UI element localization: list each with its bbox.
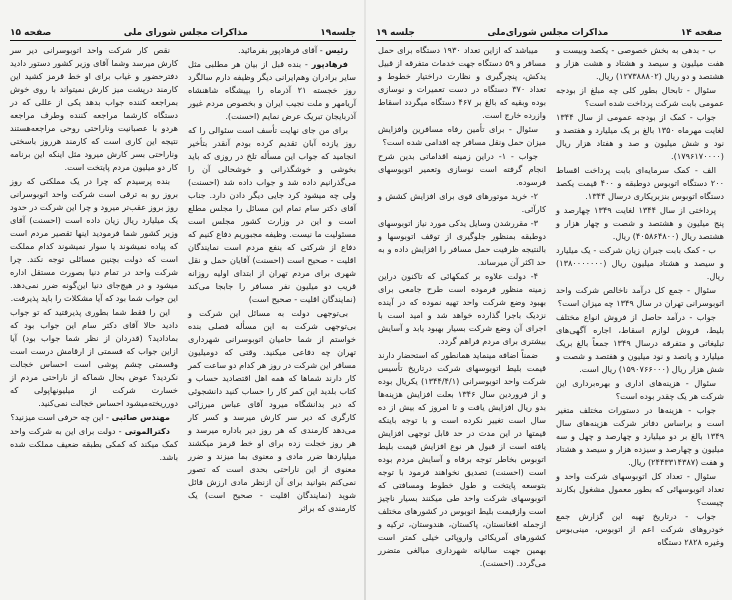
paragraph xyxy=(10,425,178,464)
speaker-name: دکترالموتی xyxy=(124,426,170,436)
page-number: صفحه ۱۵ xyxy=(10,28,52,38)
paragraph-text: سئوال - تابحال بطور کلی چه مبلغ از بودجه عمومی بابت شرکت پرداخت شده است؟ xyxy=(556,85,724,108)
paragraph xyxy=(378,150,546,189)
paragraph xyxy=(556,244,724,283)
paragraph xyxy=(10,306,178,410)
paragraph-text: ۳- مقررشدن وسایل یدکی مورد نیاز اتوبوسهای دوطبقه بمنظور جلوگیری از توقف اتوبوسها و بالنتیجه ظرفیت حمل مسافر را افزایش داده و به حد اکثر آن میرساند. xyxy=(378,218,546,267)
paragraph-text: جواب - درآمد حاصل از فروش انواع مختلف بلیط، فروش لوازم اسقاط، اجاره آگهی‌های تبلیغاتی و متفرقه درسال ۱۳۴۹ جمعاً بالغ بریک میلیارد و پانصد و نود میلیون و هفتصد و شصت و شش هزار ریال (۱۵۹۰۷۶۶۰۰۰) ریال است. xyxy=(556,312,724,374)
paragraph-text: - بنده قبل از بیان هر مطلبی مثل سایر برادران وهم‌ایرانی دیگر وظیفه دارم سالگرد روز خجسته ۲۱ آذرماه را بپیشگاه شاهنشاه آریامهر و ملت نجیب ایران و بخصوص مردم غیور آذربایجان تبریک عرض نمایم (احسنت). xyxy=(188,59,357,121)
paragraph-text: جواب - درتاریخ تهیه این گزارش جمع خودروهای شرکت اعم از اتوبوس، مینی‌بوس وغیره ۲۸۲۸ دستگاه xyxy=(556,511,724,547)
paragraph xyxy=(556,470,724,509)
text-column-left xyxy=(10,44,178,465)
paragraph xyxy=(10,411,178,424)
paragraph-text: - دولت برای این به شرکت واحد کمک میکند که کمکی بطبقه ضعیف مملکت شده باشد. xyxy=(10,426,178,462)
speaker-name: مهندس صائبی xyxy=(111,412,170,422)
paragraph-text: جواب - کمک از بودجه عمومی از سال ۱۳۴۴ لغایت مهرماه ۱۳۵۰ بالغ بر یک میلیارد و هفتصد و نود و شش میلیون و صد و هفتاد هزار ریال (۱۷۹۶۱۷۰۰۰۰). xyxy=(556,112,724,161)
page-header xyxy=(10,24,356,41)
paragraph xyxy=(378,44,546,122)
paragraph xyxy=(188,307,356,515)
paragraph xyxy=(556,311,724,376)
paragraph xyxy=(556,164,724,203)
paragraph xyxy=(378,123,546,149)
page-header xyxy=(376,24,722,41)
paragraph-text: برای من جای نهایت تأسف است سئوالی را که روز یازده آبان تقدیم کرده بودم آنقدر بتأخیر انجامید که جواب این مسأله تلخ در روزی که باید بخوشی و خوشگذرانی و خوشحالی آن را می‌گذرانیم داده شد و جواب داده شد (احسنت) ولی چه میشود کرد جایی دیگر دادن دارد. جناب آقای دکتر سام تمام این مسائل را مجلس مطلع است و این در وزارت کشور مجلس است مسئولیت ما نیست. وظیفه مجبوریم دفاع کنیم که دفاع از شرکتی که بنفع مردم است نمایندگان اقلیت - صحیح است (احسنت) آقایان حمل و نقل شهری برای مردم تهران از ابتدای اولیه روزانه قریب دو میلیون نفر مسافر را جابجا می‌کند (نمایندگان اقلیت - صحیح است) xyxy=(188,125,356,304)
paragraph-text: سئوال - جمع کل درآمد ناخالص شرکت واحد اتوبوسرانی تهران در سال ۱۳۴۹ چه میزان است؟ xyxy=(556,285,724,308)
paragraph xyxy=(10,44,178,174)
paragraph-text: سئوال - هزینه‌های اداری و بهره‌برداری این شرکت هر یک چقدر بوده است؟ xyxy=(556,378,724,401)
paragraph-text: ب - بدهی به بخش خصوصی - یکصد وبیست و هفت میلیون و سیصد و هشتاد و هشت هزار و هشتصد و دو ریال (۱۲۷۳۸۸۸۰۲) ریال. xyxy=(556,45,724,81)
paragraph-text: سئوال - برای تأمین رفاه مسافرین وافزایش میزان حمل ونقل مسافر چه اقدامی شده است؟ xyxy=(378,124,546,147)
paragraph-text: جواب - ۱- دراین زمینه اقداماتی بدین شرح انجام گرفته است نوسازی وتعمیر اتوبوسهای فرسوده. xyxy=(378,151,546,187)
text-column-right xyxy=(188,44,356,516)
paragraph xyxy=(10,175,178,305)
paragraph xyxy=(556,510,724,549)
paragraph xyxy=(188,124,356,306)
paragraph-text: این را فقط شما بطوری پذیرفتید که تو جواب دادید حالا آقای دکتر سام این جواب بود که بمادادید؟ (قدردان از نظر شما جواب بود) آیا ازاین جواب که قسمتی از ارقامش درست است وقسمتی چشم پوشی است احساس خجالت نکردید؟ عوض بحال شماکه از ناراحتی مردم از خسارت شرکت از میلیونهاپولی که دورریخته‌میشود احساس خجالت نمی‌کنید. xyxy=(10,307,178,408)
text-column-right xyxy=(556,44,724,550)
session-number: جلسه۱۹ xyxy=(320,28,356,38)
running-title: مذاکرات مجلس شورای‌ملی xyxy=(487,28,609,38)
paragraph xyxy=(378,217,546,269)
paragraph-text: الف - کمک سرمایه‌ای بابت پرداخت اقساط ۲۰۰ دستگاه اتوبوس دوطبقه و ۴۰۰ قیمت یکصد دستگاه اتوبوس بنزبریکاری درسال ۱۳۴۴. xyxy=(556,165,724,201)
paragraph-text: جواب - هزینه‌ها در دستورات مختلف متغیر است و براساس دفاتر شرکت هزینه‌های سال ۱۳۴۹ بالغ بر دو میلیارد و چهارصد و چهل و سه میلیون و چهارصد و سیزده هزار و سیصد و هشتاد و هفت (۲۴۴۳۳۱۴۳۸۷) ریال. xyxy=(556,405,724,467)
paragraph-text: - آقای فرهادپور بفرمائید. xyxy=(238,45,326,55)
right-page xyxy=(366,0,732,600)
session-number: جلسه ۱۹ xyxy=(376,28,415,38)
paragraph xyxy=(556,44,724,83)
paragraph-text: ضمناً اضافه مینماید همانطور که استحضار دارند قیمت بلیط اتوبوسهای شرکت درتاریخ تأسیس شرکت واحد اتوبوسرانی (۱۳۴۴/۴/۱) یکریال بوده و از فروردین سال ۱۳۴۶ بعلت افزایش هزینه‌ها بدو ریال افزایش یافت و تا امروز که بیش از ده سال است تغییر نکرده است و با توجه باینکه قیمتها در این مدت در حد قابل توجهی افزایش یافته است از قبول هر نوع افزایش قیمت بلیط اتوبوس بخاطر توجه برفاه و آسایش مردم بوده است (احسنت) تصدیق نخواهند فرمود با توجه بتوسعه پایتخت و طول خطوط ومسافتی که اتوبوسهای شرکت واحد طی میکنند بسیار ناچیز است وازقیمت بلیط اتوبوس در کشورهای مختلف ازجمله افغانستان، پاکستان، هندوستان، ترکیه و کشورهای آمریکائی واروپائی خیلی کمتر است بهمین جهت سالیانه شهرداری مبالغی متضرر می‌گردد. (احسنت). xyxy=(378,350,546,568)
paragraph xyxy=(556,377,724,403)
speaker-name: فرهادپور xyxy=(311,59,348,69)
paragraph-text: بی‌توجهی دولت به مسائل این شرکت و بی‌توجهی شرکت به این مسأله فصلی بنده خواستم از شما حامیان اتوبوسرانی شهرداری تهران چه دفاعی میکنید. وقتی که دومیلیون مسافر این شرکت در روز هر کدام دو ساعت کمر کار دارند شماها که همه اهل اقتصادید حساب و کتاب بلدید این کمر کار را حساب کنید دانشجوئی که دیر بدانشگاه میرود آقای عباس میرزائی کارگری که دیر سر کارش میرسد و کسر کار می‌دهد کارمندی که هر روز دیر باداره میرسد و هر روز خجلت زده برای او خط قرمز میکشند میلیاردها ضرر مادی و معنوی بما میزند و ضرر معنوی از این ناراحتی بحدی است که تصور نمی‌کنم بتوانید برای آن ازنظر مادی ارزش قائل شوید (نمایندگان اقلیت - صحیح است) یک کارمندی که براثر xyxy=(188,308,356,513)
paragraph xyxy=(378,190,546,216)
paragraph-text: ب - کمک بابت جبران زیان شرکت - یک میلیارد و سیصد و هشتاد میلیون ریال (۱۳۸۰۰۰۰۰۰۰) ریال. xyxy=(556,245,724,281)
paragraph-text: نقص کار شرکت واحد اتوبوسرانی دیر سر کارش میرسد وشما آقای وزیر کشور دستور دادید دفترحضور و غیاب برای او خط قرمز کشید این کارمند درپشت میز کارش نمیتواند با روی خوش بمراجعه کننده جواب بدهد یکی از عللی که در دستگاه کارشما مراجعه کننده وطرف مراجعه هردو با عصبانیت وناراحتی روحی مراجعه‌هستند نتیجه این کاری است که کارمند هرروز باسختی وناراحتی بسر کارش میرود مثل اینکه این برنامه کار دو میلیون مردم پایتخت است. xyxy=(10,45,178,172)
paragraph xyxy=(556,284,724,310)
paragraph xyxy=(556,111,724,163)
paragraph-text: - این چه حرفی است میزنید؟ xyxy=(10,412,112,422)
paragraph xyxy=(556,204,724,243)
paragraph xyxy=(378,349,546,570)
paragraph xyxy=(378,270,546,348)
paragraph-text: پرداختی از سال ۱۳۴۴ لغایت ۱۳۴۹ چهارصد و پنج میلیون و هشتصد و شصت و چهار هزار و هشتصد ریال (۴۰۵۸۶۴۸۰۰) ریال. xyxy=(556,205,724,241)
paragraph xyxy=(188,58,356,123)
paragraph-text: بنده پرسیدم که چرا در یک مملکتی که روز بروز رو به ترقی است شرکت واحد اتوبوسرانی روز بروز عقب‌تر میرود و چرا این شرکت در حدود یک میلیارد ریال زیان داده است (احسنت) آقای وزیر کشور شما فرمودید اینها تقصیر مردم است که پیاده نمیشوند یا سوار نمیشوند کدام مملکت است که دولت بچنین مسائلی توجه نکند. چرا شرکت واحد در تمام دنیا بصورت مستقل اداره میشود و در هیچ‌جای دنیا این‌گونه ضرر نمی‌دهد. این جواب شما بود که آیا مشکلات را باید پذیرفت. xyxy=(10,176,178,303)
page-number: صفحه ۱۴ xyxy=(680,28,722,38)
paragraph xyxy=(556,404,724,469)
paragraph-text: میباشد که ازاین تعداد ۱۹۳۰ دستگاه برای حمل مسافر و ۵۹ دستگاه جهت خدمات متفرقه از قبیل یدکش، پنچرگیری و نظارت دراختیار خطوط و تعداد ۳۷۰ دستگاه در دست تعمیرات و نوسازی بوده وبقیه که بالغ بر ۴۶۷ دستگاه میگردد اسقاط وازرده خارج است. xyxy=(378,45,547,120)
paragraph xyxy=(556,84,724,110)
text-column-left xyxy=(378,44,546,571)
paragraph-text: ۴- دولت علاوه بر کمکهائی که تاکنون دراین زمینه منظور فرموده است طرح جامعی برای بهبود وضع شرکت واحد تهیه نموده که در آینده نزدیک باجرا گذارده خواهد شد و امید است با اجرای آن وضع شرکت بسیار بهبود یابد و آسایش بیشتری برای مردم فراهم گردد. xyxy=(378,271,546,346)
running-title: مذاکرات مجلس شورای ملی xyxy=(123,28,248,38)
paragraph xyxy=(188,44,356,57)
paragraph-text: ۲- خرید موتورهای قوی برای افزایش کشش و کارآئی. xyxy=(378,191,546,214)
paragraph-text: سئوال - تعداد کل اتوبوسهای شرکت واحد و تعداد اتوبوسهائی که بطور معمول مشغول بکارند چیست؟ xyxy=(556,471,724,507)
speaker-name: رئیس xyxy=(325,45,348,55)
